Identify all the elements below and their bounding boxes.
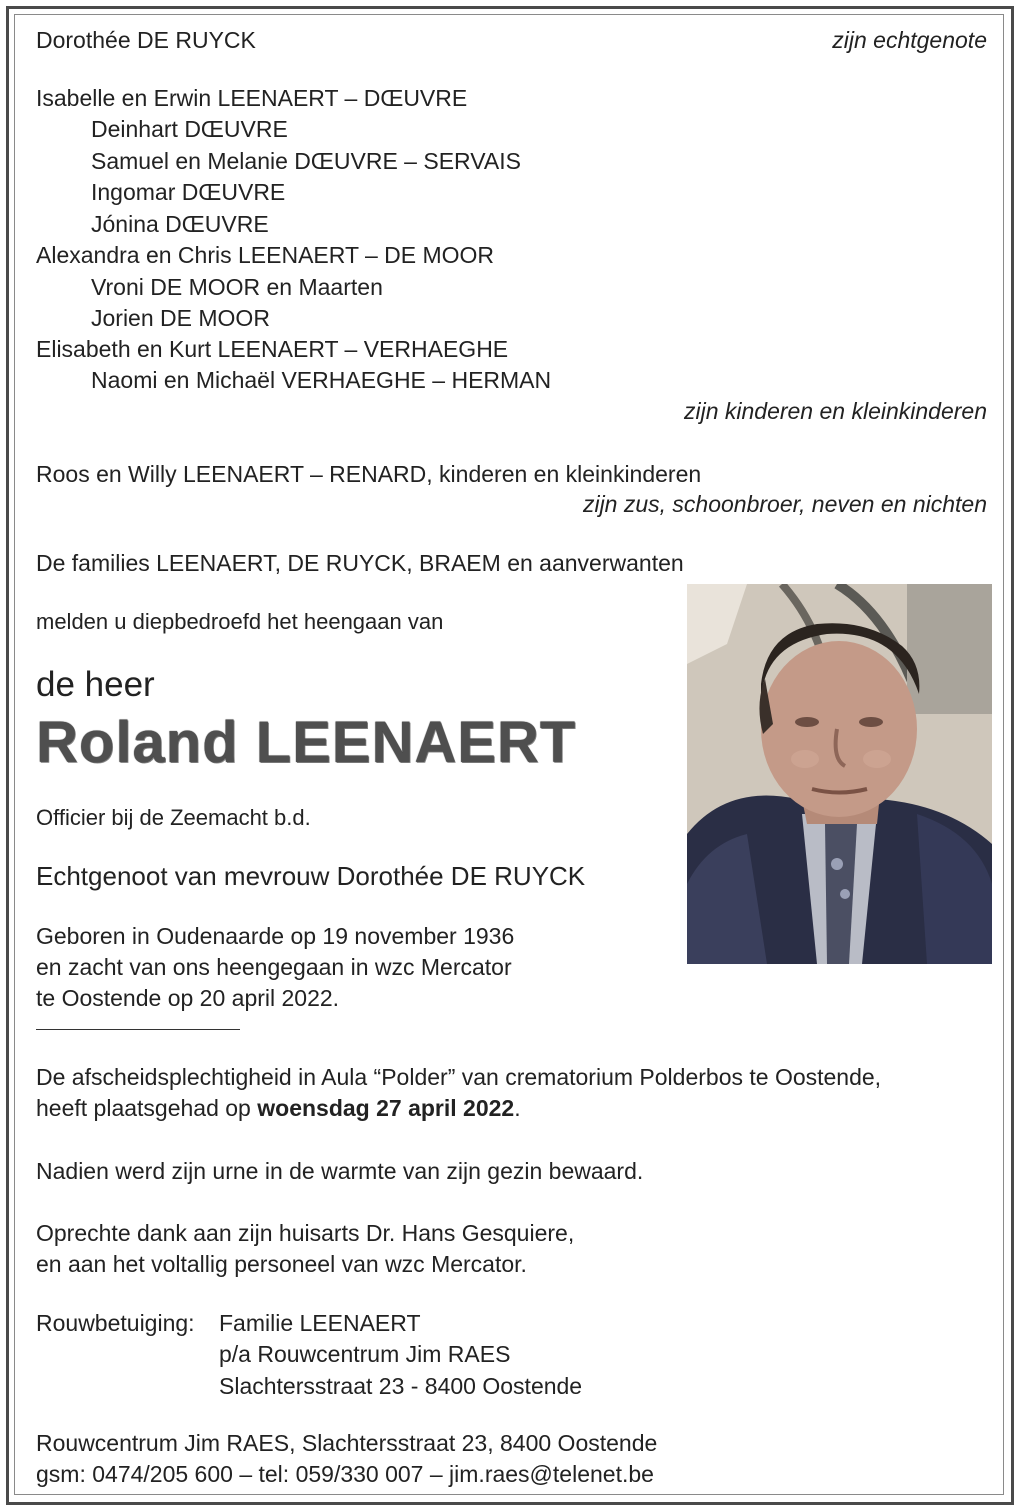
portrait-illustration [687, 584, 992, 964]
thanks-line: en aan het voltallig personeel van wzc Mercator. [36, 1251, 527, 1277]
condolence-line: Slachtersstraat 23 - 8400 Oostende [219, 1373, 583, 1399]
urn-line: Nadien werd zijn urne in de warmte van zijn gezin bewaard. [36, 1158, 644, 1184]
child-line: Elisabeth en Kurt LEENAERT – VERHAEGHE [36, 336, 509, 362]
grandchild-line: Naomi en Michaël VERHAEGHE – HERMAN [91, 367, 552, 393]
death-place-line: te Oostende op 20 april 2022. [36, 985, 340, 1011]
portrait-photo [687, 584, 992, 964]
sister-line: Roos en Willy LEENAERT – RENARD, kinderen en kleinkinderen [36, 461, 702, 487]
announce-line: melden u diepbedroefd het heengaan van [36, 609, 444, 634]
ceremony-date-prefix: heeft plaatsgehad op [36, 1095, 258, 1121]
families-line: De families LEENAERT, DE RUYCK, BRAEM en aanverwanten [36, 550, 684, 576]
death-line: en zacht van ons heengegaan in wzc Mercator [36, 954, 512, 980]
ceremony-line: De afscheidsplechtigheid in Aula “Polder” van crematorium Polderbos te Oostende, [36, 1064, 882, 1090]
condolence-line: Familie LEENAERT [219, 1310, 421, 1336]
condolence-line: p/a Rouwcentrum Jim RAES [219, 1341, 511, 1367]
ceremony-date-line [36, 1095, 521, 1122]
condolence-label: Rouwbetuiging: [36, 1310, 195, 1336]
ceremony-date: woensdag 27 april 2022 [257, 1095, 515, 1121]
deceased-name: Roland LEENAERT [36, 710, 577, 775]
grandchild-line: Jónina DŒUVRE [91, 211, 269, 237]
occupation: Officier bij de Zeemacht b.d. [36, 805, 311, 830]
contact-line: gsm: 0474/205 600 – tel: 059/330 007 – jim.raes@telenet.be [36, 1461, 654, 1487]
sister-role: zijn zus, schoonbroer, neven en nichten [582, 491, 987, 517]
honorific: de heer [36, 665, 155, 704]
grandchild-line: Ingomar DŒUVRE [91, 179, 286, 205]
grandchild-line: Deinhart DŒUVRE [91, 116, 288, 142]
grandchild-line: Samuel en Melanie DŒUVRE – SERVAIS [91, 148, 521, 174]
child-line: Isabelle en Erwin LEENAERT – DŒUVRE [36, 85, 468, 111]
spouse-line: Echtgenoot van mevrouw Dorothée DE RUYCK [36, 861, 586, 891]
birth-line: Geboren in Oudenaarde op 19 november 1936 [36, 923, 515, 949]
grandchild-line: Vroni DE MOOR en Maarten [91, 274, 383, 300]
children-role: zijn kinderen en kleinkinderen [683, 398, 987, 424]
child-line: Alexandra en Chris LEENAERT – DE MOOR [36, 242, 495, 268]
grandchild-line: Jorien DE MOOR [91, 305, 270, 331]
funeral-home-line: Rouwcentrum Jim RAES, Slachtersstraat 23, 8400 Oostende [36, 1430, 658, 1456]
thanks-line: Oprechte dank aan zijn huisarts Dr. Hans Gesquiere, [36, 1220, 575, 1246]
wife-role: zijn echtgenote [832, 27, 987, 53]
ceremony-date-suffix: . [514, 1095, 521, 1121]
wife-name: Dorothée DE RUYCK [36, 27, 256, 53]
divider [36, 1029, 240, 1030]
